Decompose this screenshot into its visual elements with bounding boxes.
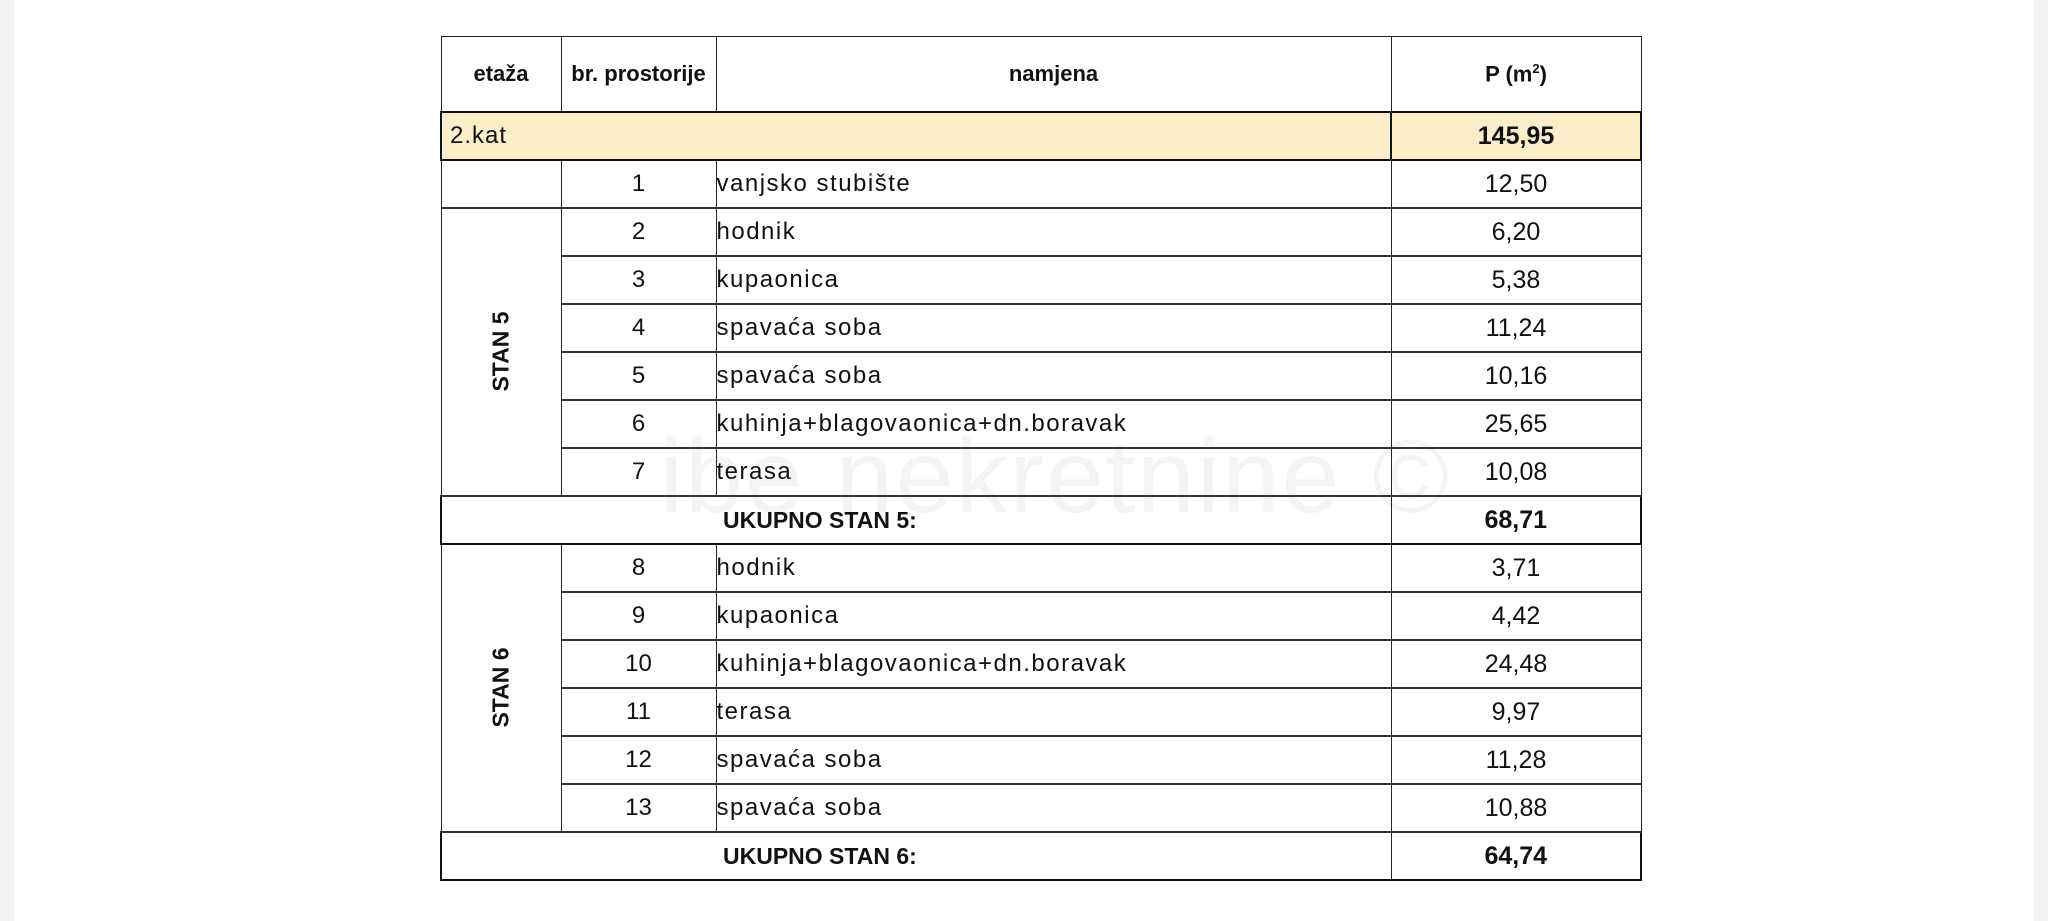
table-row [441, 160, 1641, 208]
table-row [441, 352, 1641, 400]
stan6-label: STAN 6 [487, 647, 514, 728]
room-number: 2 [561, 208, 716, 256]
room-number: 1 [561, 160, 716, 208]
room-area: 10,08 [1391, 448, 1641, 496]
room-area: 4,42 [1391, 592, 1641, 640]
room-purpose: kupaonica [716, 256, 1391, 304]
floor-row [441, 112, 1641, 160]
header-area-sup: 2 [1532, 60, 1540, 76]
room-number: 11 [561, 688, 716, 736]
room-purpose: spavaća soba [716, 784, 1391, 832]
room-purpose: terasa [716, 688, 1391, 736]
stan5-total-value: 68,71 [1391, 496, 1641, 544]
room-purpose: hodnik [716, 544, 1391, 592]
room-area: 11,28 [1391, 736, 1641, 784]
table-row [441, 208, 1641, 256]
table-row [441, 400, 1641, 448]
table-row [441, 256, 1641, 304]
room-purpose: kupaonica [716, 592, 1391, 640]
room-number: 10 [561, 640, 716, 688]
room-number: 9 [561, 592, 716, 640]
room-number: 13 [561, 784, 716, 832]
header-etaza: etaža [441, 37, 561, 113]
left-margin [0, 0, 14, 921]
stan6-total-label: UKUPNO STAN 6: [716, 832, 1391, 880]
room-area: 10,16 [1391, 352, 1641, 400]
room-area: 25,65 [1391, 400, 1641, 448]
room-purpose: vanjsko stubište [716, 160, 1391, 208]
room-number: 12 [561, 736, 716, 784]
table-row [441, 592, 1641, 640]
room-number: 6 [561, 400, 716, 448]
room-area: 24,48 [1391, 640, 1641, 688]
floor-total: 145,95 [1391, 112, 1641, 160]
floor-label: 2.kat [441, 112, 1391, 160]
header-br-prostorije: br. prostorije [561, 37, 716, 113]
room-area: 3,71 [1391, 544, 1641, 592]
table-header-row [441, 37, 1641, 113]
room-area: 10,88 [1391, 784, 1641, 832]
table-row [441, 688, 1641, 736]
table-row [441, 304, 1641, 352]
room-purpose: spavaća soba [716, 304, 1391, 352]
table-row [441, 784, 1641, 832]
room-purpose: hodnik [716, 208, 1391, 256]
room-number: 5 [561, 352, 716, 400]
stan5-total-label: UKUPNO STAN 5: [716, 496, 1391, 544]
total-blank-cell [441, 832, 716, 880]
table-row [441, 736, 1641, 784]
room-area: 5,38 [1391, 256, 1641, 304]
stan5-total-row [441, 496, 1641, 544]
room-area: 6,20 [1391, 208, 1641, 256]
room-purpose: terasa [716, 448, 1391, 496]
room-purpose: spavaća soba [716, 352, 1391, 400]
room-number: 3 [561, 256, 716, 304]
stan6-total-value: 64,74 [1391, 832, 1641, 880]
room-area: 11,24 [1391, 304, 1641, 352]
room-area: 9,97 [1391, 688, 1641, 736]
stan5-label: STAN 5 [487, 311, 514, 392]
table-row [441, 544, 1641, 592]
header-area-label: P (m [1485, 61, 1533, 87]
room-purpose: kuhinja+blagovaonica+dn.boravak [716, 640, 1391, 688]
stan5-label-cell [441, 208, 561, 496]
room-number: 7 [561, 448, 716, 496]
header-area-close: ) [1539, 61, 1547, 87]
header-namjena: namjena [716, 37, 1391, 113]
room-purpose: kuhinja+blagovaonica+dn.boravak [716, 400, 1391, 448]
room-number: 4 [561, 304, 716, 352]
room-area: 12,50 [1391, 160, 1641, 208]
stan6-label-cell [441, 544, 561, 832]
stan6-total-row [441, 832, 1641, 880]
room-number: 8 [561, 544, 716, 592]
header-area [1391, 37, 1641, 113]
table-row [441, 448, 1641, 496]
right-margin [2034, 0, 2048, 921]
room-purpose: spavaća soba [716, 736, 1391, 784]
table-row [441, 640, 1641, 688]
area-table [440, 36, 1642, 881]
total-blank-cell [441, 496, 716, 544]
empty-etaza-cell [441, 160, 561, 208]
